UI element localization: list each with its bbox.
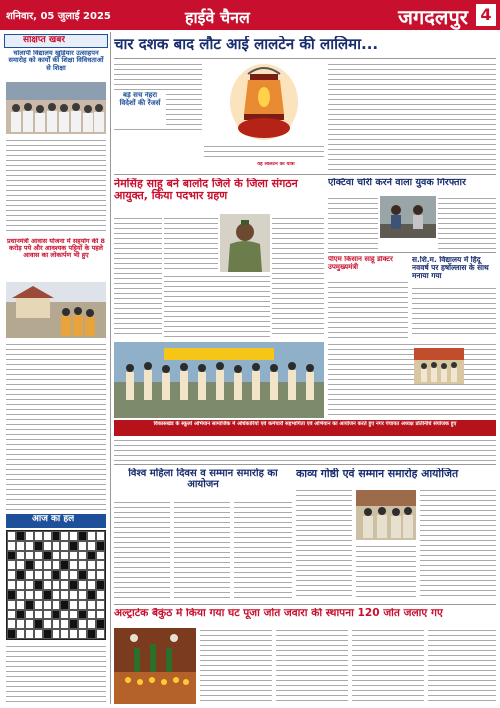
nemsingh-body-c bbox=[164, 274, 270, 338]
lantern-illustration bbox=[204, 62, 324, 142]
bottom-body-d bbox=[428, 628, 496, 704]
column-divider bbox=[110, 32, 111, 704]
theft-headline: एक्टिवा चोरी करने वाला युवक गिरफ्तार bbox=[328, 178, 466, 188]
main-headline: चार दशक बाद लौट आई लालटेन की लालिमा... bbox=[114, 36, 379, 53]
story1-body bbox=[6, 138, 106, 234]
section-rule-4 bbox=[114, 604, 496, 605]
lantern-caption: वह लालटेन की यात्रा bbox=[257, 162, 295, 167]
section-rule-1 bbox=[114, 174, 496, 175]
school-headline: स.शि.म. विद्यालय में हिंदू नववर्ष पर हर्षोल्लास के साथ मनाया गया bbox=[412, 256, 489, 281]
page-number: 4 bbox=[476, 4, 496, 26]
section-rule-3 bbox=[114, 464, 496, 465]
bottom-body-a bbox=[200, 628, 272, 704]
story2-headline: प्रधानमंत्री आवास योजना में सहयोग की 8 करोड़ पये और आवश्यक पट्टियों के पहले आवास का लोकार्पण भी हुए bbox=[7, 238, 105, 260]
school-event-photo bbox=[414, 348, 464, 384]
issue-date: शनिवार, 05 जुलाई 2025 bbox=[6, 11, 111, 22]
bottom-headline: अल्ट्राटेक बैकुंठ में किया गया घट पूजा जोत जवारा की स्थापना 120 जोत जलाए गए bbox=[114, 608, 443, 619]
crossword-title-box bbox=[6, 514, 106, 528]
nemsingh-body-b bbox=[164, 216, 218, 270]
section-rule-2 bbox=[328, 252, 496, 253]
banner-body bbox=[114, 438, 496, 462]
school-photo bbox=[6, 82, 106, 134]
women-day-body-c bbox=[234, 500, 292, 600]
brief-box bbox=[4, 34, 108, 48]
poetry-body-b bbox=[356, 544, 416, 600]
page-header bbox=[0, 0, 500, 30]
nemsingh-photo bbox=[220, 214, 270, 272]
crossword-body bbox=[6, 644, 106, 704]
nemsingh-headline: नेमसिंह साहू बने बालोद जिले के जिला संगठन आयुक्त, किया पदभार ग्रहण bbox=[114, 178, 298, 203]
city-name: जगदलपुर bbox=[398, 5, 468, 29]
theft-body-b bbox=[438, 196, 496, 250]
bottom-body-b bbox=[276, 628, 348, 704]
crossword-title: आज का हल bbox=[32, 515, 75, 524]
women-day-body-b bbox=[174, 500, 230, 600]
poetry-body-c bbox=[420, 488, 496, 600]
school-body-a bbox=[412, 286, 496, 338]
school-body-b bbox=[328, 342, 496, 418]
story2-body bbox=[6, 342, 106, 510]
story1-headline: चोलापी विद्यालय खुड़ियार उत्साहपन समारोह को कार्यों की शिक्षा विविधताओं से शिक्षा bbox=[8, 50, 104, 72]
puja-photo bbox=[114, 628, 196, 704]
theft-photo bbox=[380, 196, 436, 238]
crossword-grid bbox=[6, 530, 106, 640]
section-name: हाईवे चैनल bbox=[185, 8, 250, 27]
awareness-rally-photo bbox=[114, 342, 324, 418]
photo-banner bbox=[114, 420, 496, 436]
women-day-body-a bbox=[114, 500, 170, 600]
poetry-headline: काव्य गोष्ठी एवं सम्मान समारोह आयोजित bbox=[296, 468, 459, 480]
sports-headline: पीएम किसान साहू डॉक्टर उपमुख्यमंत्री bbox=[328, 256, 393, 271]
sports-body bbox=[328, 280, 408, 338]
banner-text: विकासखंड के स्कूलो अभियान सामाजिक में अधिकारियों एवं कर्मचारी सहभागिता एवं अभियान का आयोजन करते हुए नगर पंचायत अध्यक्ष प्रतिनिधि संयोजक हुए bbox=[153, 421, 457, 427]
main-body-center bbox=[204, 144, 324, 160]
main-pullquote: बड़े सच नेहरा विदेशों की रेंजर्स bbox=[114, 92, 166, 128]
poetry-body-a bbox=[296, 488, 352, 600]
nemsingh-body-d bbox=[272, 216, 324, 338]
bottom-body-c bbox=[352, 628, 424, 704]
brief-box-title: संक्षिप्त खबरें bbox=[23, 36, 66, 45]
headline-rule bbox=[114, 58, 496, 59]
nemsingh-body-a bbox=[114, 216, 162, 338]
poetry-photo bbox=[356, 490, 416, 540]
theft-body-a bbox=[328, 196, 378, 250]
women-day-headline: विश्व महिला दिवस व सम्मान समारोह का आयोजन bbox=[128, 468, 278, 490]
housing-photo bbox=[6, 282, 106, 338]
main-body-right bbox=[328, 62, 496, 172]
